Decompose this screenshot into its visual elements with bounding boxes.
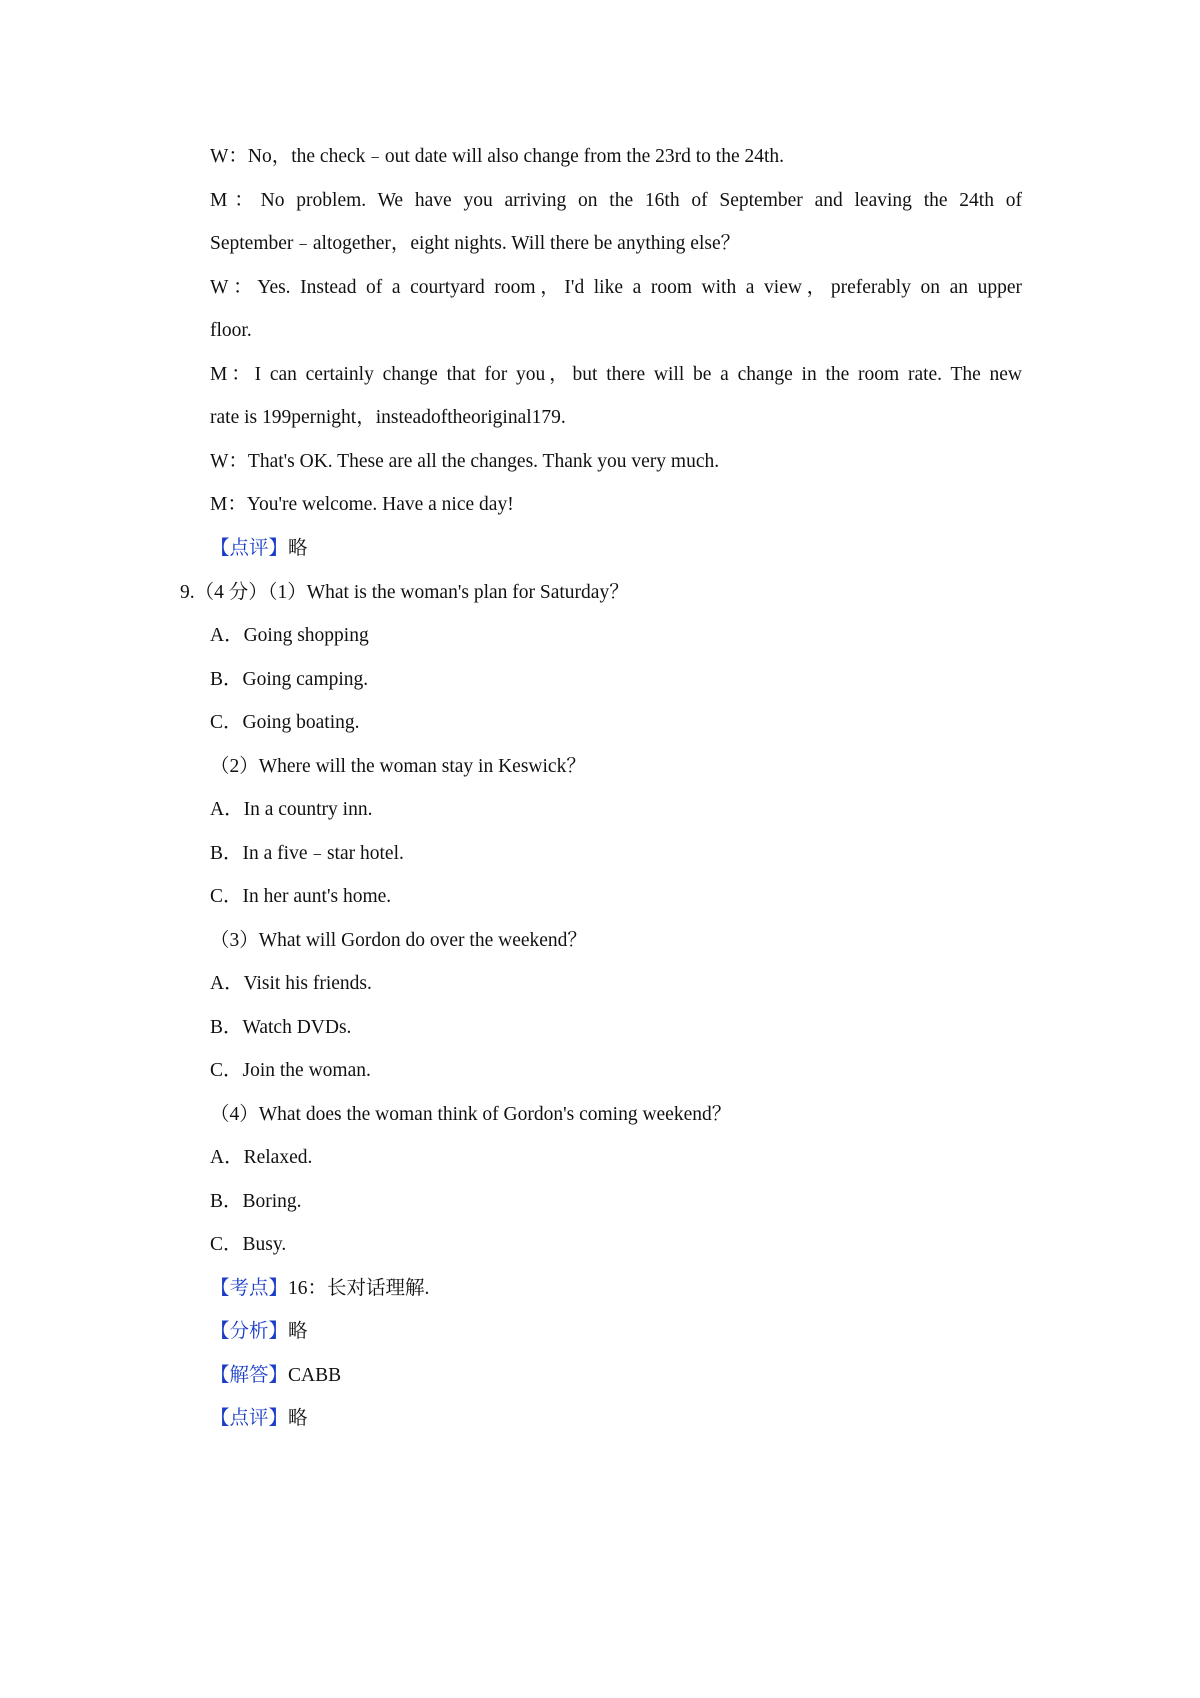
dialogue-line: M：I can certainly change that for you，but there will be a change in the room rate. The new — [210, 364, 1022, 385]
dialogue-line: W：No，the check﹣out date will also change from the 23rd to the 24th. — [210, 146, 785, 167]
option: A．Going shopping — [210, 625, 369, 646]
option: C．In her aunt's home. — [210, 886, 392, 907]
fenxi-body: 略 — [288, 1321, 308, 1342]
kaodian-section — [210, 1275, 1022, 1303]
option: B．Watch DVDs. — [210, 1017, 352, 1038]
dianping-section — [210, 1405, 1022, 1433]
kaodian-body: 16：长对话理解. — [288, 1278, 430, 1299]
jieda-tag: 【解答】 — [210, 1365, 289, 1386]
sub-question-stem: （4）What does the woman think of Gordon's coming weekend？ — [210, 1104, 732, 1125]
dialogue-line: W：That's OK. These are all the changes. Thank you very much. — [210, 451, 720, 472]
option: B．Going camping. — [210, 669, 369, 690]
option: A．Visit his friends. — [210, 973, 372, 994]
fenxi-section — [210, 1318, 1022, 1346]
dialogue-line: M：You're welcome. Have a nice day! — [210, 494, 514, 515]
fenxi-tag: 【分析】 — [210, 1321, 289, 1342]
sub-question-stem: （3）What will Gordon do over the weekend？ — [210, 930, 587, 951]
dialogue-line: rate is 199pernight，insteadoftheoriginal179. — [210, 407, 566, 428]
dialogue-line: W：Yes. Instead of a courtyard room，I'd like a room with a view，preferably on an upper — [210, 277, 1022, 298]
sub-question-stem: （2）Where will the woman stay in Keswick？ — [210, 756, 586, 777]
question-title: 9.（4 分）（1）What is the woman's plan for Saturday？ — [180, 582, 629, 603]
option: A．In a country inn. — [210, 799, 373, 820]
dianping-body: 略 — [288, 1408, 308, 1429]
option: B．In a five﹣star hotel. — [210, 843, 404, 864]
option: A．Relaxed. — [210, 1147, 313, 1168]
option: B．Boring. — [210, 1191, 302, 1212]
dianping-tag: 【点评】 — [210, 1408, 289, 1429]
option: C．Join the woman. — [210, 1060, 371, 1081]
comment-body: 略 — [288, 538, 308, 559]
dialogue-line: M：No problem. We have you arriving on the 16th of September and leaving the 24th of — [210, 190, 1022, 211]
dialogue-line: September﹣altogether，eight nights. Will there be anything else？ — [210, 233, 741, 254]
option: C．Going boating. — [210, 712, 360, 733]
jieda-body: CABB — [288, 1365, 342, 1386]
option: C．Busy. — [210, 1234, 287, 1255]
dialogue-line: floor. — [210, 320, 252, 341]
comment-tag: 【点评】 — [210, 538, 289, 559]
jieda-section — [210, 1362, 1022, 1390]
kaodian-tag: 【考点】 — [210, 1278, 289, 1299]
comment-previous — [210, 535, 1022, 563]
